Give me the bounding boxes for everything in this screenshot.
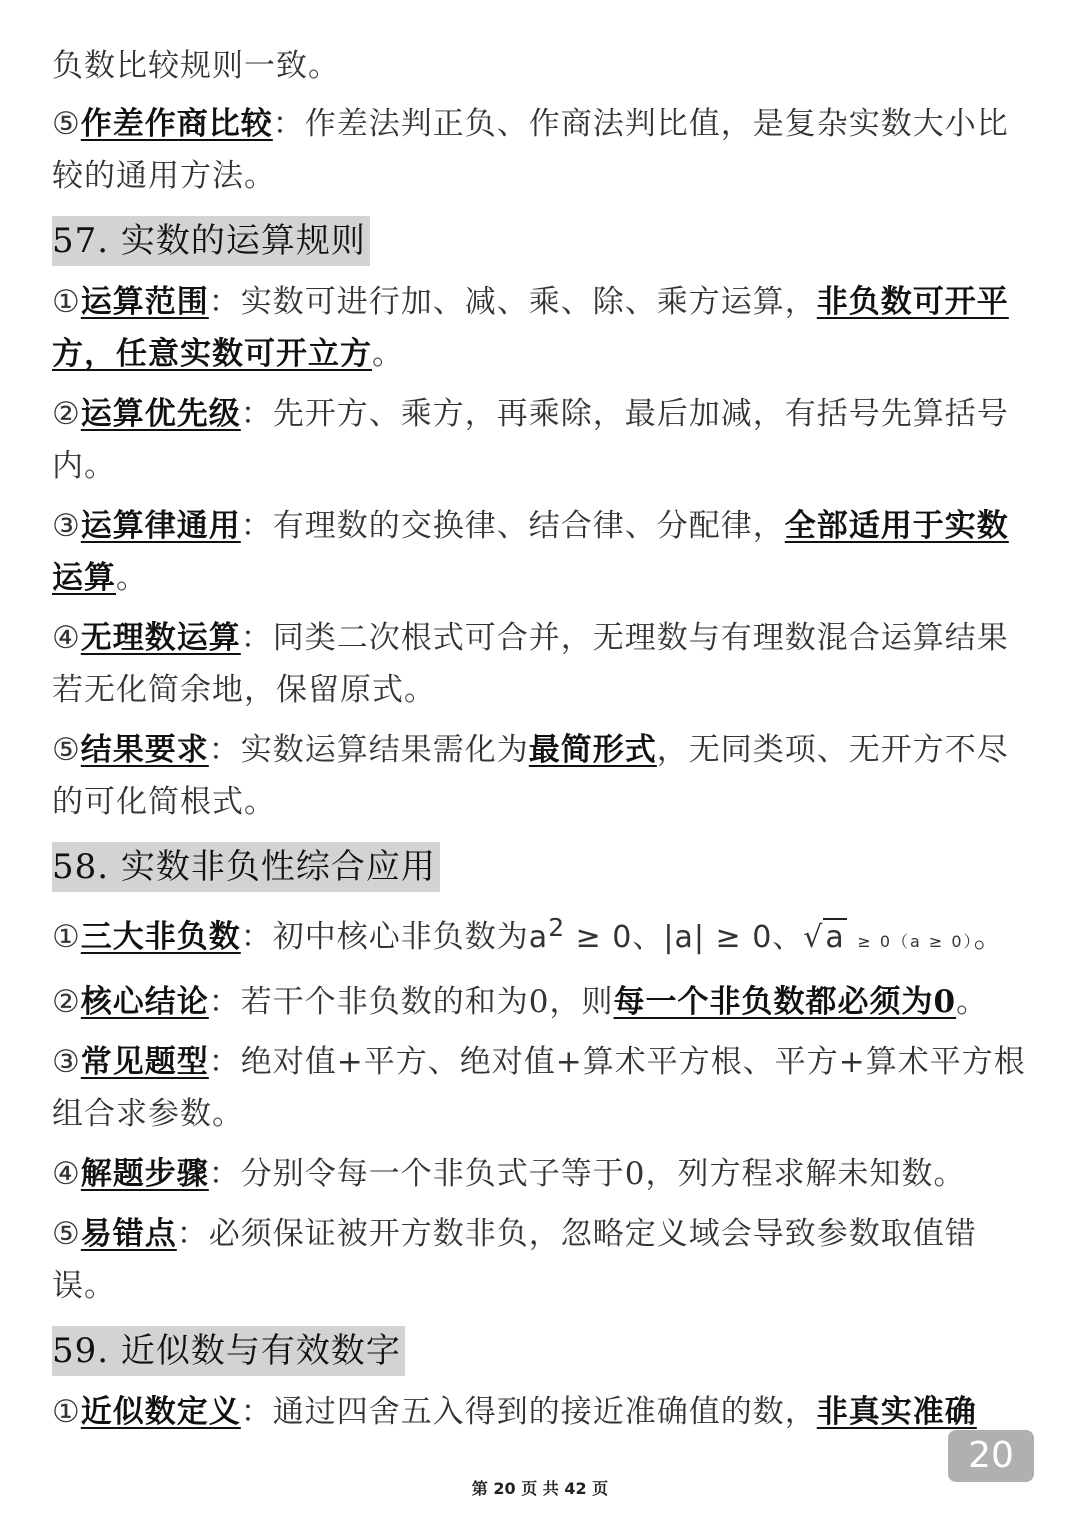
condition: ≥ 0（a ≥ 0）	[857, 932, 974, 951]
section-57-title: 57. 实数的运算规则	[52, 216, 370, 266]
keyword: 解题步骤	[80, 1156, 209, 1192]
keyword: 运算优先级	[80, 396, 241, 432]
text: ：实数可进行加、减、乘、除、乘方运算，	[208, 284, 817, 320]
formula-part: ≥ 0、|a| ≥ 0、	[565, 920, 804, 955]
item-number: ①	[52, 1394, 81, 1430]
text: ：分别令每一个非负式子等于0，列方程求解未知数。	[208, 1156, 966, 1192]
document-page	[52, 40, 1032, 1446]
page-footer: 第 20 页 共 42 页	[471, 1479, 609, 1498]
keyword: 运算律通用	[80, 508, 241, 544]
item-number: ⑤	[52, 732, 81, 768]
s57-item-5	[52, 724, 1032, 828]
item-number: ②	[52, 396, 81, 432]
page-number-badge: 20	[948, 1430, 1034, 1482]
item-number: ④	[52, 620, 81, 656]
sqrt-icon: √	[803, 920, 824, 955]
keyword: 结果要求	[80, 732, 209, 768]
s58-item-5	[52, 1208, 1032, 1312]
formula	[528, 913, 974, 955]
text: ：作差法判正负、作商法判比值，是复杂实数大小比较的通用方法。	[52, 106, 1009, 194]
s59-item-1	[52, 1386, 1032, 1438]
keyword: 作差作商比较	[80, 106, 273, 142]
keyword: 近似数定义	[80, 1394, 241, 1430]
text: ：实数运算结果需化为	[208, 732, 529, 768]
text: ：先开方、乘方，再乘除，最后加减，有括号先算括号内。	[52, 396, 1009, 484]
text: 。	[372, 336, 404, 372]
text: ：有理数的交换律、结合律、分配律，	[240, 508, 785, 544]
s58-item-1	[52, 902, 1032, 968]
item-number: ③	[52, 1044, 81, 1080]
keyword: 易错点	[80, 1216, 177, 1252]
emphasis: 最简形式	[528, 732, 657, 768]
formula-a: a	[528, 920, 549, 955]
text: ：通过四舍五入得到的接近准确值的数，	[240, 1394, 817, 1430]
text: ：绝对值+平方、绝对值+算术平方根、平方+算术平方根组合求参数。	[52, 1044, 1026, 1132]
item-number: ②	[52, 984, 81, 1020]
item-number: ①	[52, 284, 81, 320]
keyword: 常见题型	[80, 1044, 209, 1080]
s57-item-4	[52, 612, 1032, 716]
item-number: ⑤	[52, 106, 81, 142]
radicand: a	[825, 920, 845, 955]
keyword: 运算范围	[80, 284, 209, 320]
text: 。	[973, 919, 1006, 955]
item-number: ⑤	[52, 1216, 81, 1252]
keyword: 三大非负数	[80, 919, 241, 955]
keyword: 核心结论	[80, 984, 209, 1020]
formula-exponent: 2	[548, 913, 566, 942]
text: 。	[116, 560, 148, 596]
text: ，无同类项、无开方不尽的可化简根式。	[52, 732, 1009, 820]
s58-item-2	[52, 976, 1032, 1028]
text: 。	[956, 984, 989, 1020]
intro-item-5	[52, 98, 1032, 202]
keyword: 无理数运算	[80, 620, 241, 656]
text: ：初中核心非负数为	[240, 919, 529, 955]
item-number: ①	[52, 919, 81, 955]
text: 负数比较规则一致。	[52, 48, 340, 84]
s58-item-4	[52, 1148, 1032, 1200]
item-number: ④	[52, 1156, 81, 1192]
emphasis: 全部适用于实数运算	[52, 508, 1009, 596]
text: ：若干个非负数的和为0，则	[208, 984, 614, 1020]
text: ：必须保证被开方数非负，忽略定义域会导致参数取值错误。	[52, 1216, 977, 1304]
emphasis: 每一个非负数都必须为0	[613, 984, 957, 1020]
text: ：同类二次根式可合并，无理数与有理数混合运算结果若无化简余地，保留原式。	[52, 620, 1009, 708]
s58-item-3	[52, 1036, 1032, 1140]
emphasis: 非真实准确	[816, 1394, 977, 1430]
intro-line	[52, 40, 1032, 92]
s57-item-1	[52, 276, 1032, 380]
s57-item-3	[52, 500, 1032, 604]
section-59-title: 59. 近似数与有效数字	[52, 1326, 405, 1376]
emphasis: 非负数可开平方，任意实数可开立方	[52, 284, 1009, 372]
s57-item-2	[52, 388, 1032, 492]
item-number: ③	[52, 508, 81, 544]
section-58-title: 58. 实数非负性综合应用	[52, 842, 440, 892]
